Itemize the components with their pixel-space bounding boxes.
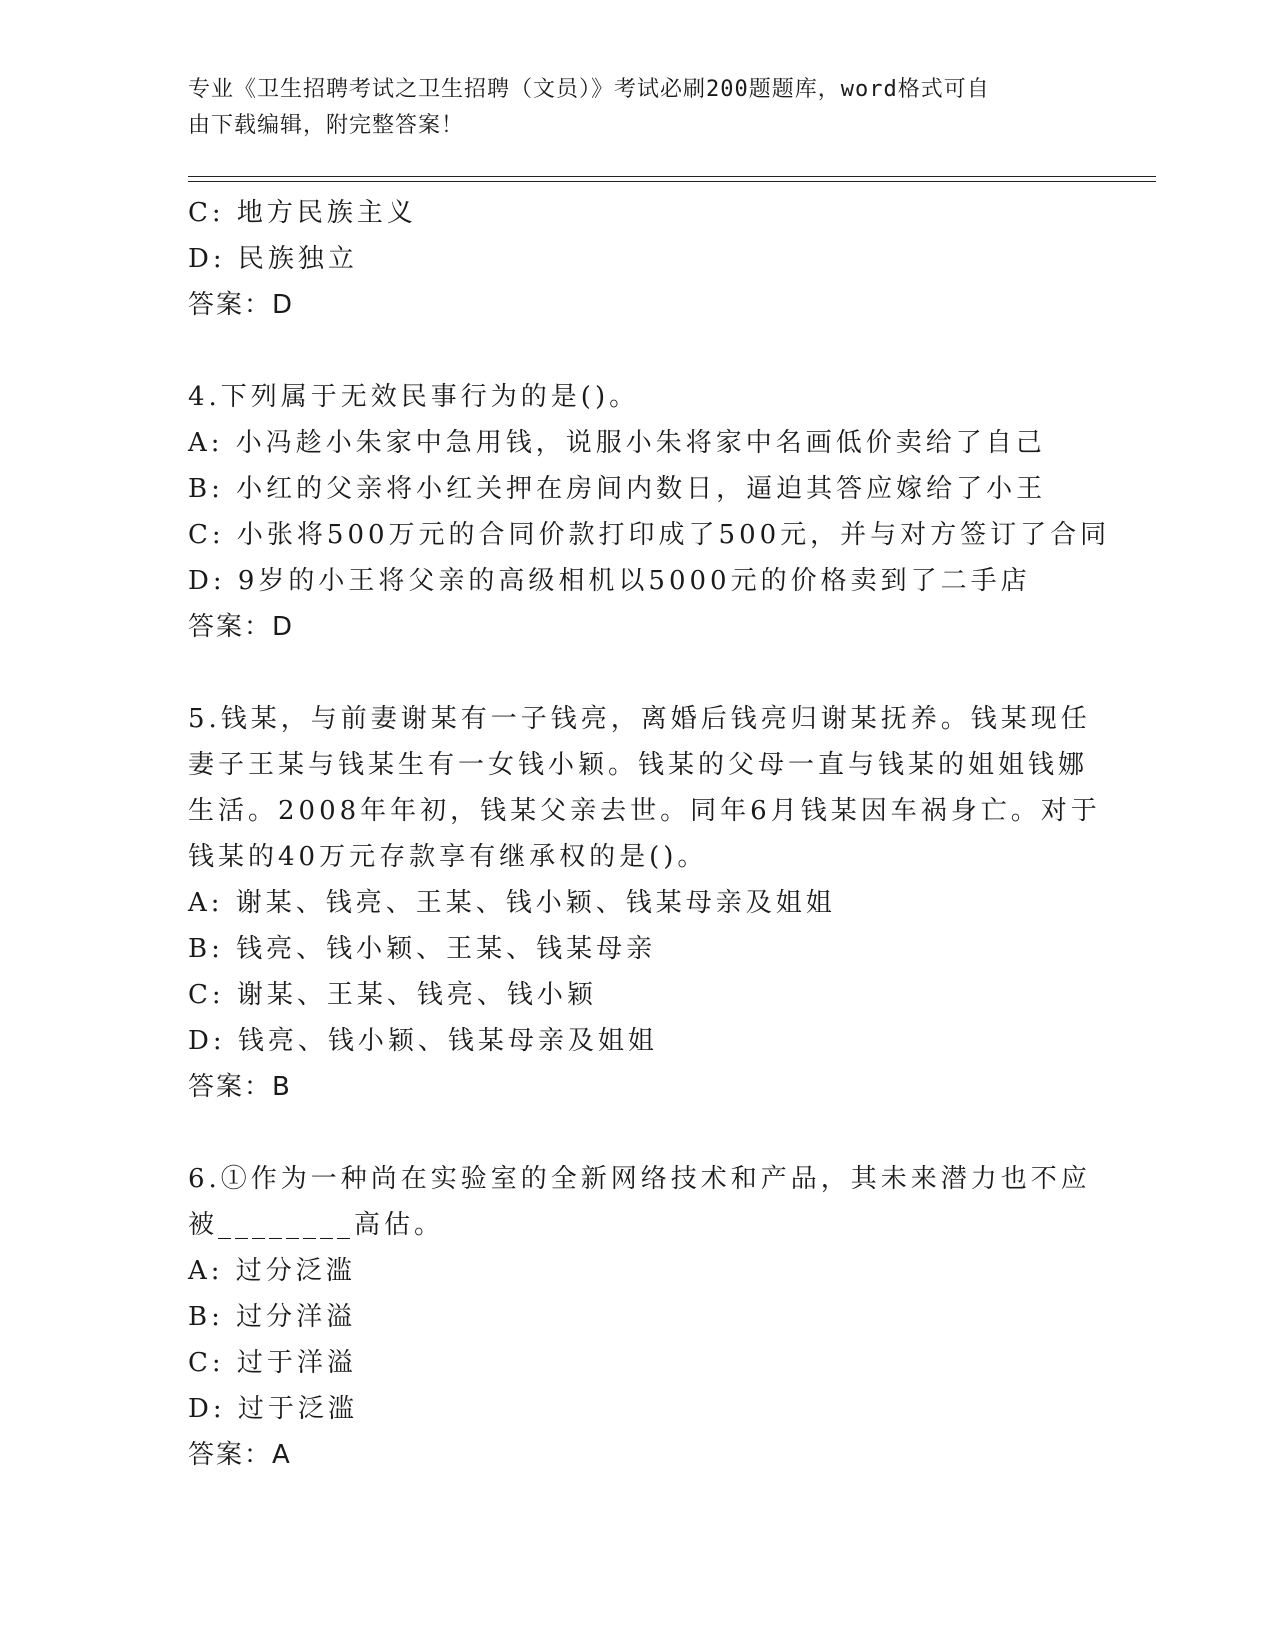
question-block-4 bbox=[188, 374, 1111, 650]
question-list bbox=[188, 190, 1111, 1478]
option-d: D: 民族独立 bbox=[188, 244, 358, 274]
question-stem-line-1: 5.钱某，与前妻谢某有一子钱亮，离婚后钱亮归谢某抚养。钱某现任 bbox=[188, 704, 1091, 734]
header-divider-top bbox=[188, 176, 1156, 177]
question-stem-line-2: 妻子王某与钱某生有一女钱小颖。钱某的父母一直与钱某的姐姐钱娜 bbox=[188, 750, 1089, 780]
header-line-2: 由下载编辑，附完整答案！ bbox=[188, 113, 465, 138]
spacer bbox=[188, 650, 1088, 696]
option-a: A: 谢某、钱亮、王某、钱小颖、钱某母亲及姐姐 bbox=[188, 888, 836, 918]
answer-line: 答案：A bbox=[188, 1440, 292, 1470]
option-d: D: 9岁的小王将父亲的高级相机以5000元的价格卖到了二手店 bbox=[188, 566, 1031, 596]
question-block-3 bbox=[188, 190, 1088, 328]
document-header bbox=[188, 72, 1068, 144]
spacer bbox=[188, 1110, 1088, 1156]
option-c: C: 谢某、王某、钱亮、钱小颖 bbox=[188, 980, 597, 1010]
spacer bbox=[188, 328, 1088, 374]
option-b: B: 钱亮、钱小颖、王某、钱某母亲 bbox=[188, 934, 657, 964]
option-a: A: 过分泛滥 bbox=[188, 1256, 356, 1286]
answer-line: 答案：D bbox=[188, 290, 295, 320]
question-stem-line-1: 6.①作为一种尚在实验室的全新网络技术和产品，其未来潜力也不应 bbox=[188, 1164, 1091, 1194]
header-divider-bottom bbox=[188, 181, 1156, 182]
option-c: C: 过于洋溢 bbox=[188, 1348, 357, 1378]
option-c: C: 地方民族主义 bbox=[188, 198, 417, 228]
question-block-5 bbox=[188, 696, 1101, 1110]
option-d: D: 钱亮、钱小颖、钱某母亲及姐姐 bbox=[188, 1026, 658, 1056]
header-line-1: 专业《卫生招聘考试之卫生招聘（文员）》考试必刷200题题库，word格式可自 bbox=[188, 77, 990, 102]
answer-line: 答案：B bbox=[188, 1072, 292, 1102]
answer-line: 答案：D bbox=[188, 612, 295, 642]
option-a: A: 小冯趁小朱家中急用钱，说服小朱将家中名画低价卖给了自己 bbox=[188, 428, 1046, 458]
question-stem: 4.下列属于无效民事行为的是()。 bbox=[188, 382, 640, 412]
question-stem-line-4: 钱某的40万元存款享有继承权的是()。 bbox=[188, 842, 708, 872]
option-b: B: 小红的父亲将小红关押在房间内数日，逼迫其答应嫁给了小王 bbox=[188, 474, 1047, 504]
question-stem-line-2: 被________高估。 bbox=[188, 1210, 445, 1240]
question-stem-line-3: 生活。2008年年初，钱某父亲去世。同年6月钱某因车祸身亡。对于 bbox=[188, 796, 1101, 826]
option-c: C: 小张将500万元的合同价款打印成了500元，并与对方签订了合同 bbox=[188, 520, 1111, 550]
question-block-6 bbox=[188, 1156, 1091, 1478]
option-b: B: 过分洋溢 bbox=[188, 1302, 357, 1332]
option-d: D: 过于泛滥 bbox=[188, 1394, 358, 1424]
